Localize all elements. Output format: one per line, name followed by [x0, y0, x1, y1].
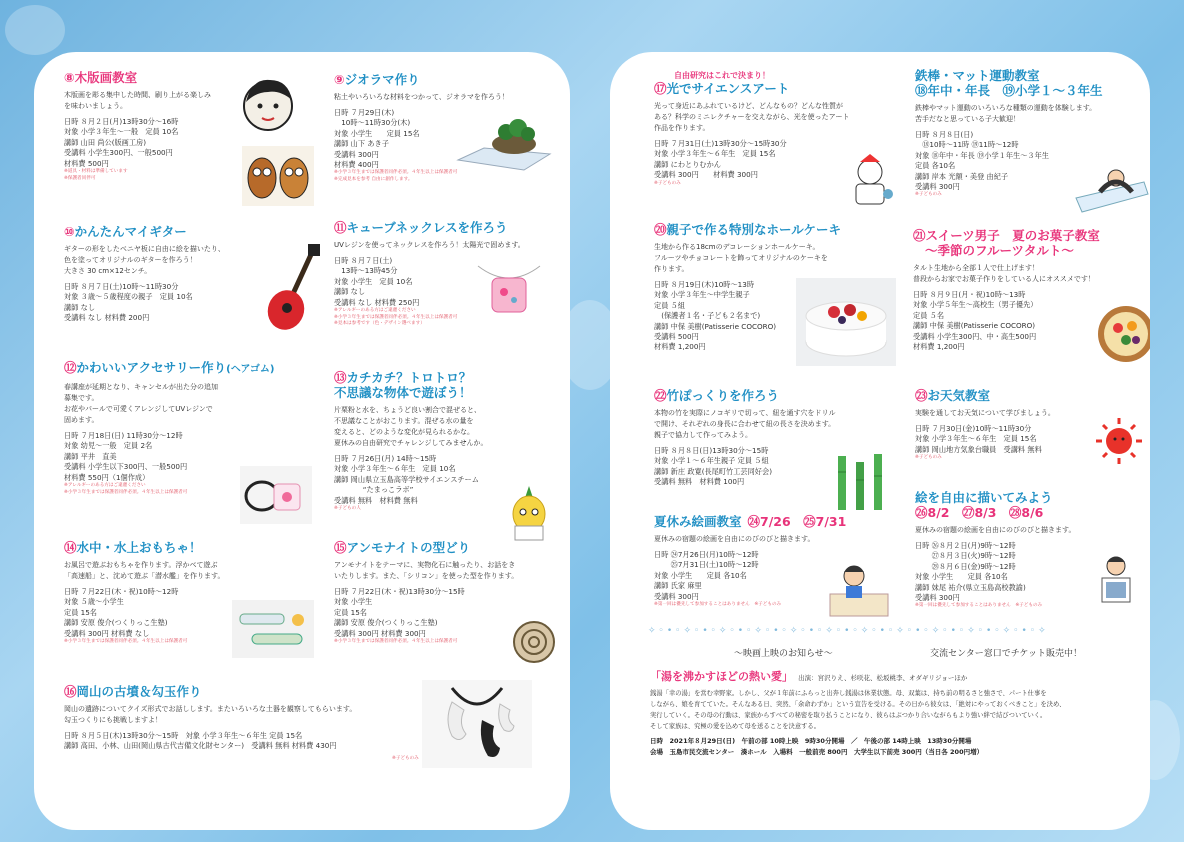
section-desc: タルト生地から全部１人で仕上げます！ 普段からお家でお菓子作りをしている人にオススメです！	[913, 264, 1095, 283]
section-notes: ※子どもの人	[334, 506, 361, 512]
section-kicker: 自由研究はこれで決まり！	[674, 71, 770, 80]
section-desc: 春講座が延期となり、キャンセルが出た分の追加 募集です。 お花やパールで可愛くアレンジしてUVレジンで 固めます。	[64, 383, 218, 424]
mat-exercise-illustration	[1070, 152, 1150, 218]
section-details: 日時 ７月22日(木・祝)13時30分～15時 対象 小学生 定員 15名 講師 安原 俊介(つくりっこ生塾) 受講料 300円 材料費 300円	[334, 587, 465, 638]
section-details: 日時 ８月８日(日) ⑱10時～11時 ⑲11時～12時 対象 ⑱年中・年長 ⑲小学１年生～３年生 定員 各10名 講師 岸本 光額・美登 由紀子 受講料 300円	[915, 130, 1049, 192]
section-title: ⑰光でサイエンスアート	[654, 81, 790, 96]
water-toy-illustration	[232, 600, 314, 658]
section-title: 絵を自由に描いてみよう	[915, 490, 1053, 505]
section-title: ⑫かわいいアクセサリー作り(ヘアゴム)	[64, 360, 275, 375]
owl-print-illustration	[242, 146, 314, 206]
section-title: ⑬カチカチ？トロトロ？	[334, 370, 472, 385]
section-desc: UVレジンを使ってネックレスを作ろう！太陽光で固めます。	[334, 241, 525, 249]
section-desc: 生地から作る18cmのデコレーションホールケーキ。 フルーツやチョコレートを飾ってオリジナルのケーキを 作ります。	[654, 243, 828, 273]
section-subtitle: ⑱年中・年長 ⑲小学１～３年生	[915, 83, 1103, 98]
section-title: ⑪キューブネックレスを作ろう	[334, 220, 508, 235]
section-title: 鉄棒・マット運動教室	[915, 68, 1040, 83]
guitar-illustration	[256, 244, 336, 334]
section-details: 日時 ７月22日(木・祝)10時～12時 対象 ５歳～小学生 定員 15名 講師 安原 俊介(つくりっこ生塾) 受講料 300円 材料費 なし	[64, 587, 179, 638]
section-desc: お風呂で遊ぶおもちゃを作ります。浮かべて遊ぶ 「高速船」と、沈めて遊ぶ「潜水艦」を作ります。	[64, 561, 225, 580]
section-desc: 実験を通してお天気について学びましょう。	[915, 409, 1055, 417]
section-details: 日時 ７月31日(土)13時30分～15時30分 対象 小学３年生～６年生 定員 15名 講師 にわとりむかん 受講料 300円 材料費 300円	[654, 139, 787, 180]
section-desc: 鉄棒やマット運動のいろいろな種類の運動を体験します。 苦手だなと思っている子大歓迎！	[915, 104, 1097, 123]
hair-tie-illustration	[240, 466, 312, 524]
section-details: 日時 ７月26日(月) 14時～15時 対象 小学３年生～６年生 定員 10名 講師 岡山県立玉島高等学校サイエンスチーム “たまっこラボ” 受講料 無料 材料費 無料	[334, 454, 479, 505]
ticket-info: 交流センター窓口でチケット販売中！	[930, 649, 1082, 659]
movie-title: 「湯を沸かすほどの熱い愛」	[650, 670, 793, 683]
pineapple-scientist-illustration	[499, 482, 559, 542]
section-title: ⑮アンモナイトの型どり	[334, 540, 471, 555]
cake-illustration	[796, 278, 896, 366]
section-title: 夏休み絵画教室 ㉔7/26 ㉕7/31	[654, 514, 847, 529]
section-details: 日時 ８月９日(月・祝)10時～13時 対象 小学５年生～高校生（男子優先） 定員 ５名 講師 中保 美樹(Patisserie COCORO) 受講料 小学生300円、中・高生500円 材料費 1,200円	[913, 290, 1038, 352]
section-details: 日時 ８月５日(木)13時30分～15時 対象 小学３年生～６年生 定員 15名 講師 高田、小林、山田(岡山県古代吉備文化財センター) 受講料 無料 材料費 430円	[64, 731, 337, 751]
section-title-line2: ～季節のフルーツタルト～	[925, 243, 1074, 258]
section-title: ㉑スイーツ男子 夏のお菓子教室	[913, 228, 1100, 243]
movie-heading: ～映画上映のお知らせ～	[734, 649, 833, 659]
woodblock-face-illustration	[236, 72, 306, 134]
section-notes: ※アレルギーのある方はご遠慮ください ※小学３年生までは保護者同伴必須。４年生以上は保護者可 ※見本は参考です（色・デザイン選べます）	[334, 308, 458, 327]
section-notes: ※小学３年生までは保護者同伴必須。４年生以上は保護者可	[334, 639, 458, 645]
section-title: ⑩かんたんマイギター	[64, 224, 187, 239]
section-notes: ※第一回は優先して参加することはありません ※子どものみ	[654, 602, 782, 608]
section-desc: 木版画を彫る集中した時間、刷り上がる楽しみ を味わいましょう。	[64, 91, 211, 110]
section-notes: ※子どものみ	[915, 192, 942, 198]
section-details: 日時 ８月７日(土) 13時～13時45分 対象 小学生 定員 10名 講師 なし 受講料 なし 材料費 250円	[334, 256, 420, 307]
child-painting-illustration	[824, 558, 894, 620]
section-desc: 本物の竹を実際にノコギリで切って、紐を通す穴をドリル で開け、それぞれの身長に合わせて紐の長さを決めます。 親子で協力して作ってみよう。	[654, 409, 836, 439]
section-notes: ※小学３年生までは保護者同伴必須。４年生以上は保護者可 ※完成見本を参考 自由に創作します。	[334, 170, 458, 183]
section-desc: 光って身近にあふれているけど、どんなもの？どんな性質が ある？科学のミニレクチャーを交えながら、光を使ったアート 作品を作ります。	[654, 102, 850, 132]
section-desc: 岡山の遺跡についてクイズ形式でお話しします。またいろいろな土器を観察してもらいます。 勾玉つくりにも挑戦しますよ！	[64, 705, 357, 724]
movie-notice	[650, 646, 1130, 758]
section-details: 日時 ７月29日(木) 10時～11時30分(木) 対象 小学生 定員 15名 講師 山下 あき子 受講料 300円 材料費 400円	[334, 108, 420, 170]
magatama-illustration	[422, 680, 532, 768]
movie-header	[650, 646, 1130, 659]
scientist-mascot-illustration	[840, 152, 900, 208]
decorative-dots: ✧◦•◦✧◦•◦✧◦•◦✧◦•◦✧◦•◦✧◦•◦✧◦•◦✧◦•◦✧◦•◦✧◦•◦✧◦•◦✧	[648, 626, 1049, 636]
section-title: ㉓お天気教室	[915, 388, 991, 403]
ammonite-illustration	[508, 618, 564, 668]
movie-story: 銭湯「幸の湯」を営む幸野家。しかし、父が１年前にふらっと出奔し銭湯は休業状態。母、双葉は、持ち前の明るさと強さで、パート仕事を しながら、娘を育てていた。そんなある日、突然、「余命わずか」という宣告を受ける。その日から彼女は、「絶対にやっておくべきこと」を決め、 実行していく。その母の行動は、家族からすべての秘密を取り払うことになり、彼らはぶつかり合いながらもより強い絆で結びついていく。 そして家族は、究極の愛を込めて母を送ることを決意する。	[650, 690, 1066, 730]
section-notes: ※道具・材料は準備しています ※保護者同伴可	[64, 169, 128, 181]
section-details: 日時 ８月２日(月)13時30分～16時 対象 小学３年生～一般 定員 10名 講師 山田 尚公(版画工房) 受講料 小学生300円、一般500円 材料費 500円	[64, 117, 179, 168]
section-notes: ※小学３年生までは保護者同伴必須。４年生以上は保護者可	[64, 639, 188, 645]
section-title: ⑨ジオラマ作り	[334, 72, 420, 87]
section-details: 日時 ８月７日(土)10時～11時30分 対象 ３歳～５歳程度の親子 定員 10名 講師 なし 受講料 なし 材料費 200円	[64, 282, 193, 323]
section-notes: ※子どものみ	[654, 180, 681, 186]
child-drawing-illustration	[1096, 552, 1138, 608]
section-desc: 夏休みの宿題の絵画を自由にのびのびと描きます。	[915, 526, 1076, 534]
section-title: ⑳親子で作る特別なホールケーキ	[654, 222, 842, 237]
section-notes: ※アレルギーのある方はご遠慮ください ※小学３年生までは保護者同伴必須。４年生以上は保護者可	[64, 483, 188, 495]
section-title: ⑧木版画教室	[64, 70, 138, 85]
section-desc: 片栗粉と水を、ちょうど良い割合で混ぜると、 不思議なことがおこります。混ぜる水の量を 変えると、どのような変化が見られるかな。 夏休みの自由研究でチャレンジしてみませんか。	[334, 406, 488, 447]
section-notes: ※第一回は優先して参加することはありません ※子どものみ	[915, 603, 1043, 609]
section-notes: ※子どものみ	[915, 455, 942, 461]
section-desc: 夏休みの宿題の絵画を自由にのびのびと描きます。	[654, 535, 815, 543]
left-page	[34, 52, 570, 830]
section-title: ⑯岡山の古墳＆勾玉作り	[64, 684, 202, 699]
section-16-notes: ※子どものみ	[392, 756, 419, 761]
section-details: 日時 ㉖８月２日(月)9時～12時 ㉗８月３日(火)9時～12時 ㉘８月６日(金)9時～12時 対象 小学生 定員 各10名 講師 妹尾 祐介(県立玉島高校教諭) 受講料 300円	[915, 541, 1026, 603]
movie-cast: 出演：宮沢りえ、杉咲花、松坂桃李、オダギリジョーほか	[798, 674, 968, 682]
section-details: 日時 ㉔7月26日(月)10時～12時 ㉕7月31日(土)10時～12時 対象 小学生 定員 各10名 講師 氏家 麻里 受講料 300円	[654, 550, 759, 601]
section-desc: 粘土やいろいろな材料をつかって、ジオラマを作ろう！	[334, 93, 509, 101]
section-16	[64, 684, 444, 752]
section-details: 日時 ７月30日(金)10時～11時30分 対象 小学３年生～６年生 定員 15名 講師 岡山地方気象台職員 受講料 無料	[915, 424, 1042, 454]
right-page	[610, 52, 1150, 830]
section-title: ⑭水中・水上おもちゃ！	[64, 540, 202, 555]
section-details: 日時 ８月19日(木)10時～13時 対象 小学３年生～中学生親子 定員 ５組 (保護者１名・子ども２名まで) 講師 中保 美樹(Patisserie COCORO) 受講料 500円 材料費 1,200円	[654, 280, 777, 352]
bamboo-illustration	[830, 452, 894, 512]
section-details: 日時 ８月８日(日)13時30分～15時 対象 小学１～６年生親子 定員 ５組 講師 新庄 政寛(長尾町竹工芸同好会) 受講料 無料 材料費 100円	[654, 446, 772, 487]
section-subtitle: ㉖8/2 ㉗8/3 ㉘8/6	[915, 505, 1044, 520]
section-title: ㉒竹ぽっくりを作ろう	[654, 388, 780, 403]
fruit-tart-illustration	[1096, 300, 1150, 366]
movie-schedule: 日時 2021年８月29日(日) 午前の部 10時上映 9時30分開場 ／ 午後の部 14時上映 13時30分開場 会場 玉島市民交流センター 湊ホール 入場料 一般前売 800円 大学生以下前売 300円（当日各 200円増）	[650, 737, 984, 756]
cube-necklace-illustration	[474, 260, 544, 320]
sun-illustration	[1094, 416, 1144, 466]
section-desc: ギターの形をしたベニヤ板に自由に絵を描いたり、 色を塗ってオリジナルのギターを作ろう！ 大きさ 30 cm×12センチ。	[64, 245, 225, 275]
section-desc: アンモナイトをテーマに、実物化石に触ったり、お話をき いたりします。また、「シリコン」を使った型を作ります。	[334, 561, 519, 580]
diorama-illustration	[454, 114, 554, 174]
movie-title-row	[650, 665, 1130, 684]
section-details: 日時 ７月18日(日) 11時30分～12時 対象 幼児～一般 定員 2名 講師 平井 直美 受講料 小学生以下300円、一般500円 材料費 550円（1個作成）	[64, 431, 188, 482]
section-title-line2: 不思議な物体で遊ぼう！	[334, 385, 472, 400]
